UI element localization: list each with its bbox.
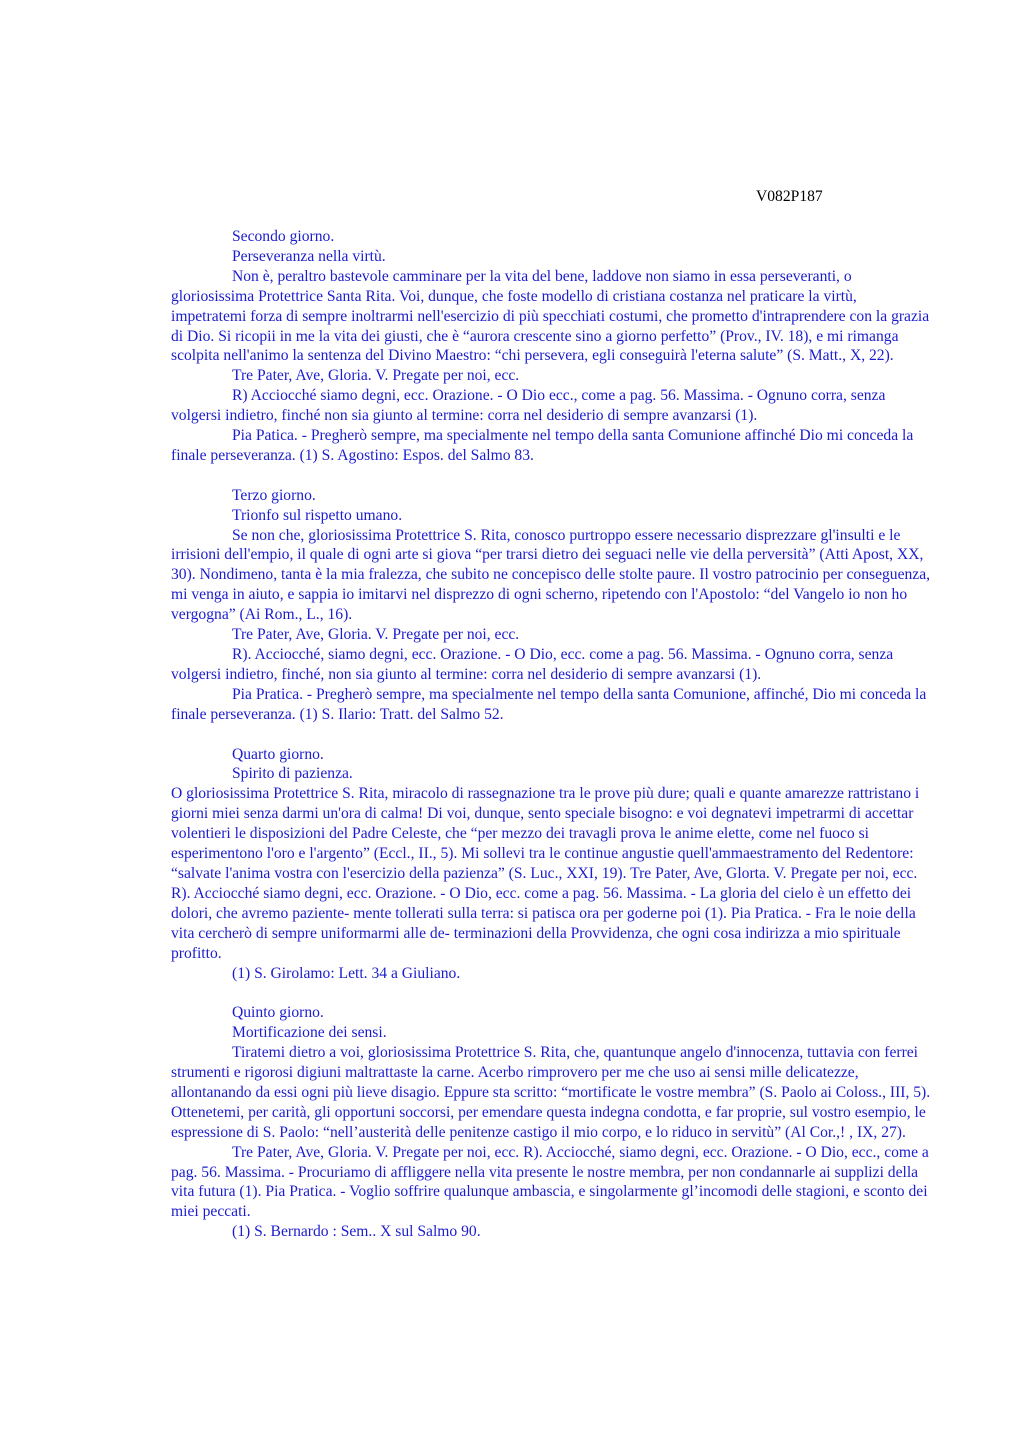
day-heading: Secondo giorno. (232, 228, 335, 245)
practice-paragraph: Pia Pratica. - Pregherò sempre, ma specialmente nel tempo della santa Comunione, affinché, Dio mi conceda la finale perseveranza. (1) S. Ilario: Tratt. del Salmo 52. (171, 685, 927, 723)
topic-heading: Spirito di pazienza. (232, 765, 353, 783)
response-paragraph: R). Acciocché, siamo degni, ecc. Orazione. - O Dio, ecc. come a pag. 56. Massima. - Ognuno corra, senza volgersi indietro, finché, non sia giunto al termine: corra nel desiderio di sempre avanzarsi (1). (171, 646, 894, 683)
day-heading: Quarto giorno. (232, 745, 324, 763)
page-identifier: V082P187 (756, 188, 823, 205)
section-second-day (171, 227, 931, 466)
prayer-line: Tre Pater, Ave, Gloria. V. Pregate per noi, ecc. (232, 367, 520, 385)
meditation-paragraph: Se non che, gloriosissima Protettrice S. Rita, conosco purtroppo essere necessario disprezzare gl'insulti e le irrisioni dell'empio, il quale di ogni arte si giova “per trarsi dietro dei seguaci nelle vie della perversità” (Atti Apost, XX, 30). Nondimeno, tanta è la mia fralezza, che subito ne concepisco delle stolte paure. Il vostro patrocinio per conseguenza, mi venga in aiuto, e sappia io imitarvi nel disprezzo di ogni scherno, ripetendo con l'Apostolo: “del Vangelo io non ho vergogna” (Ai Rom., L., 16). (171, 526, 931, 624)
section-spacer (171, 983, 931, 1003)
topic-heading: Trionfo sul rispetto umano. (232, 506, 403, 524)
section-third-day (171, 486, 931, 725)
footnote: (1) S. Girolamo: Lett. 34 a Giuliano. (232, 964, 461, 982)
day-heading: Terzo giorno. (232, 486, 316, 504)
section-fourth-day (171, 745, 931, 984)
meditation-paragraph: O gloriosissima Protettrice S. Rita, miracolo di rassegnazione tra le prove più dure; quali e quante amarezze rattristano i giorni miei senza darmi un'ora di calma! Di voi, dunque, sento speciale bisogno: e voi degnatevi impetrarmi di accettar volentieri le disposizioni del Padre Celeste, che “per mezzo dei travagli prova le anime elette, come nel fuoco si esperimentono l'oro e l'argento” (Eccl., II., 5). Mi sollevi tra le continue angustie quell'ammaestramento del Redentore: “salvate l'anima vostra con l'esercizio della pazienza” (S. Luc., XXI, 19). Tre Pater, Ave, Glorta. V. Pregate per noi, ecc. R). Acciocché siamo degni, ecc. Orazione. - O Dio, ecc. come a pag. 56. Massima. - La gloria del cielo è un effetto dei dolori, che avremo paziente- mente tollerati sulla terra: si patisca ora per goderne poi (1). Pia Pratica. - Fra le noie della vita cercherò di sempre uniformarmi alle de- terminazioni della Provvidenza, che ogni cosa indirizza a mio spirituale profitto. (171, 785, 920, 962)
prayer-paragraph: Tre Pater, Ave, Gloria. V. Pregate per noi, ecc. R). Acciocché, siamo degni, ecc. Orazione. - O Dio, ecc., come a pag. 56. Massima. - Procuriamo di affliggere nella vita presente le nostre membra, per non condannarle ai supplizi della vita futura (1). Pia Pratica. - Voglio soffrire qualunque ambascia, e singolarmente gl’incomodi delle stagioni, e sconto dei miei peccati. (171, 1143, 929, 1221)
prayer-line: Tre Pater, Ave, Gloria. V. Pregate per noi, ecc. (232, 626, 520, 644)
response-paragraph: R) Acciocché siamo degni, ecc. Orazione. - O Dio ecc., come a pag. 56. Massima. - Ognuno corra, senza volgersi indietro, finché non sia giunto al termine: corra nel desiderio di sempre avanzarsi (1). (171, 387, 886, 425)
topic-heading: Perseveranza nella virtù. (232, 247, 386, 265)
section-spacer (171, 466, 931, 486)
section-spacer (171, 725, 931, 745)
document-body (171, 227, 931, 1242)
topic-heading: Mortificazione dei sensi. (232, 1024, 387, 1042)
section-fifth-day (171, 1003, 931, 1242)
day-heading: Quinto giorno. (232, 1004, 324, 1022)
practice-paragraph: Pia Patica. - Pregherò sempre, ma specialmente nel tempo della santa Comunione affinché Dio mi conceda la finale perseveranza. (1) S. Agostino: Espos. del Salmo 83. (171, 427, 914, 464)
meditation-paragraph: Non è, peraltro bastevole camminare per la vita del bene, laddove non siamo in essa perseveranti, o gloriosissima Protettrice Santa Rita. Voi, dunque, che foste modello di cristiana costanza nel praticare la virtù, impetratemi forza di sempre inoltrarmi nell'esercizio di più specchiati costumi, che prometto d'intraprendere con la grazia di Dio. Si ricopii in me la vita dei giusti, che è “aurora crescente sino a giorno perfetto” (Prov., IV. 18), e mi rimanga scolpita nell'animo la sentenza del Divino Maestro: “chi persevera, egli conseguirà l'eterna salute” (S. Matt., X, 22). (171, 267, 930, 365)
footnote: (1) S. Bernardo : Sem.. X sul Salmo 90. (232, 1223, 481, 1241)
meditation-paragraph: Tiratemi dietro a voi, gloriosissima Protettrice S. Rita, che, quantunque angelo d'innocenza, tuttavia con ferrei strumenti e rigorosi digiuni maltrattaste la carne. Acerbo rimprovero per me che uso ai sensi mille delicatezze, allontanando da essi ogni più lieve disagio. Eppure sta scritto: “mortificate le vostre membra” (S. Paolo ai Coloss., III, 5). Ottenetemi, per carità, gli opportuni soccorsi, per emendare questa indegna condotta, e far proprie, sul vostro esempio, le espressione di S. Paolo: “nell’austerità delle penitenze castigo il mio corpo, e lo riduco in servitù” (Al Cor.,! , IX, 27). (171, 1044, 931, 1141)
